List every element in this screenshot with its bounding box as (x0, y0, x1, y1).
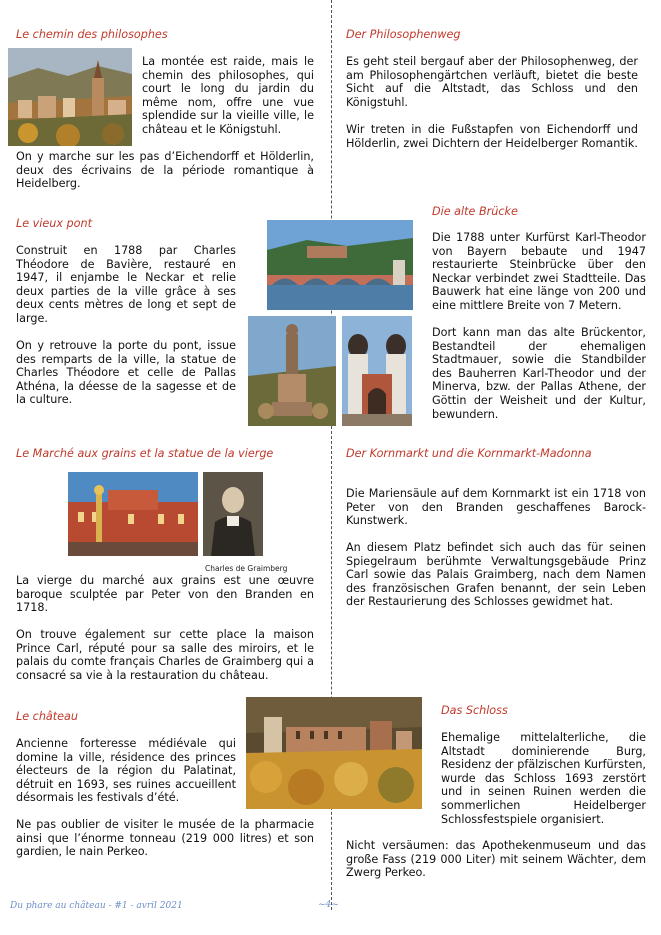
philo-title-de: Der Philosophenweg (346, 28, 461, 41)
philo-text-de-2: Wir treten in die Fußstapfen von Eichendorff und Hölderlin, zwei Dichtern der Heidelberger Romantik. (346, 123, 638, 150)
schloss-title-de: Das Schloss (441, 704, 508, 717)
philo-text-de-1: Es geht steil bergauf aber der Philosophenweg, der am Philosophengärtchen verläuft, bietet die beste Sicht auf die Altstadt, das Schloss und den Königstuhl. (346, 55, 638, 109)
philo-text-fr-1: La montée est raide, mais le chemin des philosophes, qui court le long du jardin du même nom, offre une vue splendide sur la vieille ville, le château et le Königstuhl. (142, 55, 314, 136)
statue-photo (248, 316, 336, 426)
chateau-text-fr-2: Ne pas oublier de visiter le musée de la pharmacie ainsi que l’énorme tonneau (219 000 litres) et son gardien, le nain Perkeo. (16, 818, 314, 859)
korn-text-de-1: Die Mariensäule auf dem Kornmarkt ist ein 1718 von Peter von den Branden geschaffenes Barock-Kunstwerk. (346, 487, 646, 528)
old-bridge-photo (267, 220, 413, 310)
chateau-title-fr: Le château (16, 710, 78, 723)
bruecke-title-de: Die alte Brücke (432, 205, 518, 218)
bruecke-text-de-1: Die 1788 unter Kurfürst Karl-Theodor von Bayern bebaute und 1947 restaurierte Steinbrücke über den Neckar verbindet zwei Stadtteile. Das Bauwerk hat eine länge von 200 und eine mittlere Breite von 7 Metern. (432, 231, 646, 312)
bruecke-text-de-2: Dort kann man das alte Brückentor, Bestandteil der ehemaligen Stadtmauer, sowie die Standbilder des Bauherren Karl-Theodor und der Minerva, bzw. der Pallas Athene, der Göttin der Weisheit und der Kultur, bewundern. (432, 326, 646, 421)
philo-title-fr: Le chemin des philosophes (16, 28, 168, 41)
graimberg-caption: Charles de Graimberg (205, 564, 288, 573)
pont-text-fr-1: Construit en 1788 par Charles Théodore de Bavière, restauré en 1947, il enjambe le Neckar et relie deux parties de la ville grâce à ses deux cents mètres de long et sept de large. (16, 244, 236, 325)
marche-text-fr-2: On trouve également sur cette place la maison Prince Carl, réputé pour sa salle des miroirs, et le palais du comte français Charles de Graimberg qui a consacré sa vie à la restauration du château. (16, 628, 314, 682)
footer-publication: Du phare au château - #1 - avril 2021 (10, 901, 183, 911)
kornmarkt-photo (68, 472, 198, 556)
schloss-text-de-1: Ehemalige mittelalterliche, die Altstadt dominierende Burg, Residenz der pfälzischen Kurfürsten, wurde das Schloss 1693 zerstört und in seinen Ruinen werden die sommerlichen Heidelberger Schlossfestspiele organisiert. (441, 731, 646, 826)
chateau-text-fr-1: Ancienne forteresse médiévale qui domine la ville, résidence des princes électeurs de la région du Palatinat, détruit en 1693, ses ruines accueillent désormais les festivals d’été. (16, 737, 236, 805)
bridge-gate-photo (342, 316, 412, 426)
schloss-text-de-2: Nicht versäumen: das Apothekenmuseum und das große Fass (219 000 Liter) mit seinem Wächter, dem Zwerg Perkeo. (346, 839, 646, 880)
korn-title-de: Der Kornmarkt und die Kornmarkt-Madonna (346, 447, 592, 460)
pont-title-fr: Le vieux pont (16, 217, 92, 230)
philosophers-walk-photo (8, 48, 132, 146)
page-number: ~4~ (318, 900, 339, 910)
philo-text-fr-2: On y marche sur les pas d’Eichendorff et Hölderlin, deux des écrivains de la période romantique à Heidelberg. (16, 150, 314, 191)
marche-title-fr: Le Marché aux grains et la statue de la vierge (16, 447, 274, 460)
castle-photo (246, 697, 422, 809)
graimberg-portrait (203, 472, 263, 556)
pont-text-fr-2: On y retrouve la porte du pont, issue des remparts de la ville, la statue de Charles Théodore et celle de Pallas Athéna, la déesse de la sagesse et de la culture. (16, 339, 236, 407)
marche-text-fr-1: La vierge du marché aux grains est une œuvre baroque sculptée par Peter von den Branden en 1718. (16, 574, 314, 615)
korn-text-de-2: An diesem Platz befindet sich auch das für seinen Spiegelraum berühmte Verwaltungsgebäude Prinz Carl sowie das Palais Graimberg, nach dem Namen des französischen Grafen benannt, der sein Leben der Restaurierung des Schlosses gewidmet hat. (346, 541, 646, 609)
